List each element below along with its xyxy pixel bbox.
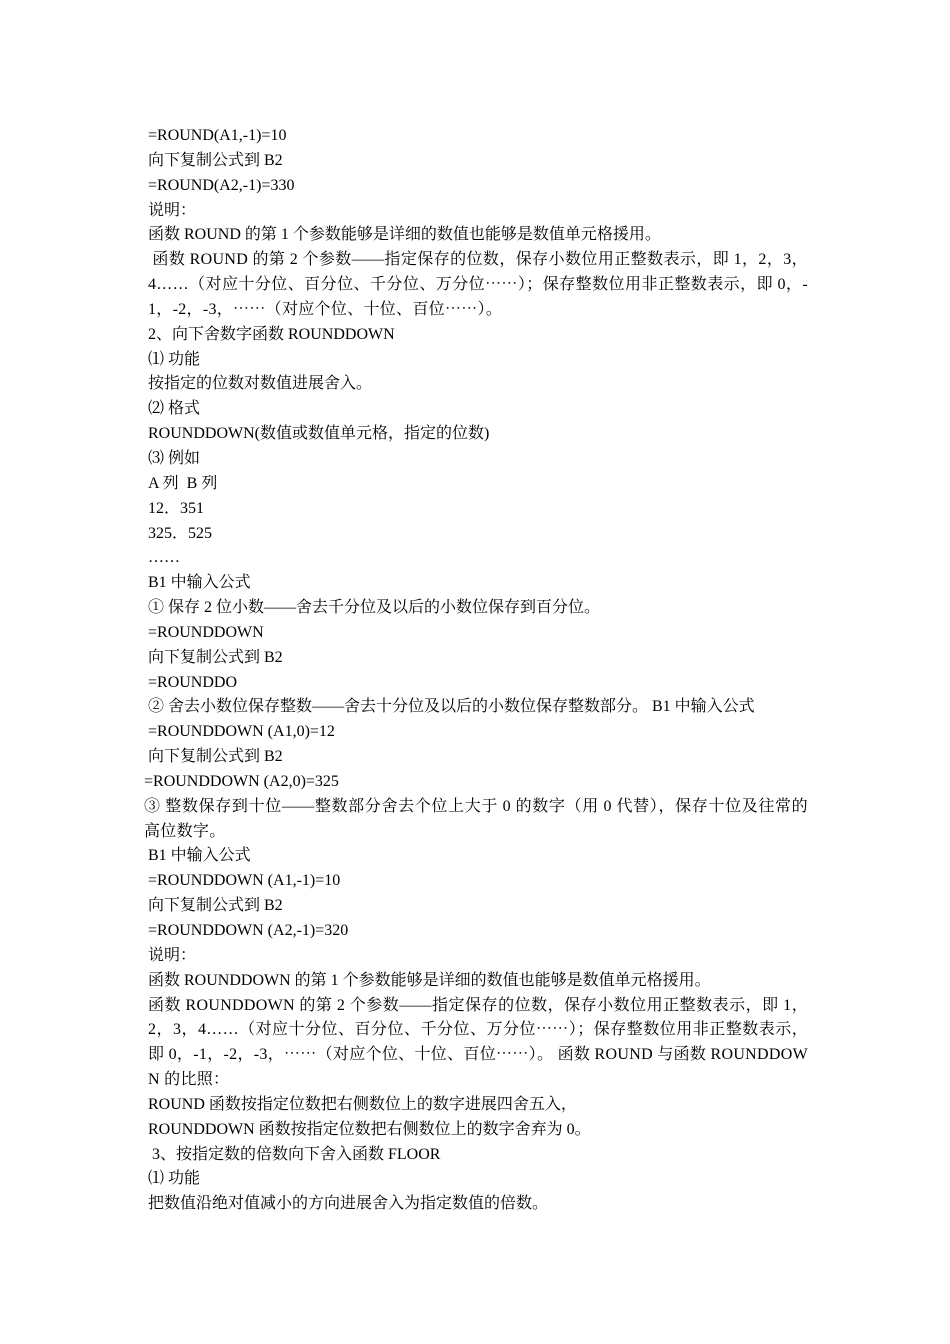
text-line: =ROUND(A1,-1)=10 [148,127,287,144]
text-line: 向下复制公式到 B2 [148,151,283,169]
subheading: ⑴ 功能 [148,350,201,368]
text-line: 向下复制公式到 B2 [148,748,283,766]
paragraph: ③ 整数保存到十位——整数部分舍去个位上大于 0 的数字（用 0 代替），保存十位及往常的高位数字。 [144,797,808,840]
text-line: =ROUNDDOWN (A2,-1)=320 [148,922,349,939]
document-body [144,124,808,1217]
text-line: =ROUNDDO [148,673,238,691]
text-line: B1 中输入公式 [148,847,251,865]
text-line: 向下复制公式到 B2 [148,648,283,666]
text-line: A 列 B 列 [148,474,218,492]
paragraph: 函数 ROUND 的第 2 个参数——指定保存的位数，保存小数位用正整数表示，即 1，2，3，4……（对应十分位、百分位、千分位、万分位⋯⋯）；保存整数位用非正整数表示，即 0，-1，-2，-3，⋯⋯（对应个位、十位、百位⋯⋯）。 [148,251,808,318]
text-line: ROUND 函数按指定位数把右侧数位上的数字进展四舍五入， [148,1095,577,1113]
text-line: =ROUNDDOWN [148,623,264,641]
text-line: =ROUNDDOWN (A2,0)=325 [144,772,339,790]
text-line: 说明： [148,201,197,219]
text-line: ② 舍去小数位保存整数——舍去十分位及以后的小数位保存整数部分。 B1 中输入公式 [148,698,755,716]
text-line: 12．351 [148,499,205,517]
text-line: B1 中输入公式 [148,574,251,592]
text-line: ROUNDDOWN 函数按指定位数把右侧数位上的数字舍弃为 0。 [148,1120,591,1138]
text-line: 函数 ROUND 的第 1 个参数能够是详细的数值也能够是数值单元格援用。 [148,226,661,244]
text-line: 函数 ROUNDDOWN 的第 1 个参数能够是详细的数值也能够是数值单元格援用。 [148,971,711,989]
text-line: =ROUND(A2,-1)=330 [148,176,295,194]
text-line: ROUNDDOWN(数值或数值单元格，指定的位数) [148,425,490,443]
text-line: 向下复制公式到 B2 [148,897,283,915]
section-heading: 3、按指定数的倍数向下舍入函数 FLOOR [148,1145,441,1163]
text-line: 把数值沿绝对值减小的方向进展舍入为指定数值的倍数。 [148,1195,549,1213]
text-line: 325．525 [148,524,213,542]
text-line: 说明： [148,946,197,964]
text-line: =ROUNDDOWN (A1,0)=12 [148,723,335,741]
text-line: =ROUNDDOWN (A1,-1)=10 [148,872,341,890]
text-line: ① 保存 2 位小数——舍去千分位及以后的小数位保存到百分位。 [148,599,601,617]
text-line: 按指定的位数对数值进展舍入。 [148,375,373,393]
text-line: …… [148,549,180,567]
paragraph: 函数 ROUNDDOWN 的第 2 个参数——指定保存的位数，保存小数位用正整数表示，即 1，2，3，4……（对应十分位、百分位、千分位、万分位⋯⋯）；保存整数位用非正整数表示，即 0，-1，-2，-3，⋯⋯（对应个位、十位、百位⋯⋯）。 函数 ROUND 与函数 ROUNDDOWN 的比照： [148,996,808,1089]
subheading: ⑴ 功能 [148,1170,201,1188]
subheading: ⑶ 例如 [148,449,201,467]
section-heading: 2、向下舍数字函数 ROUNDDOWN [148,325,395,343]
subheading: ⑵ 格式 [148,400,201,418]
